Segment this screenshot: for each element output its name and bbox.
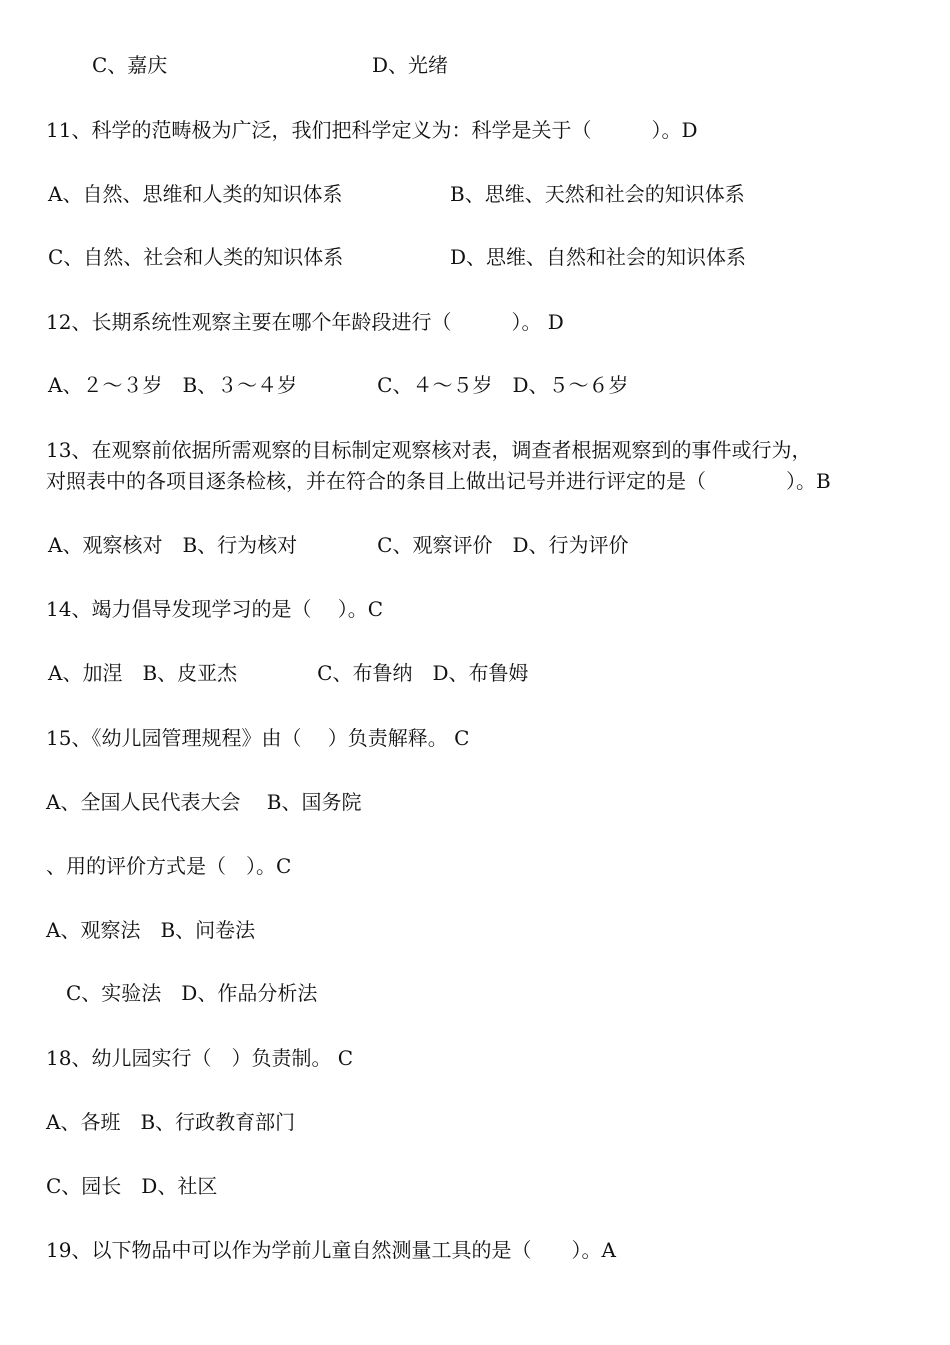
- question-16-options-cd: C、实验法 D、作品分析法: [66, 981, 318, 1005]
- question-11-option-a: A、自然、思维和人类的知识体系: [48, 182, 343, 206]
- question-13-line-2: 对照表中的各项目逐条检核，并在符合的条目上做出记号并进行评定的是（ ）。B: [46, 469, 831, 493]
- question-15: 15、《幼儿园管理规程》由（ ）负责解释。 C: [46, 726, 470, 750]
- question-16: 、用的评价方式是（ ）。C: [46, 854, 292, 878]
- question-15-options: A、全国人民代表大会 B、国务院: [46, 790, 362, 814]
- question-11-option-c: C、自然、社会和人类的知识体系: [48, 245, 344, 269]
- question-14-options: A、加涅 B、皮亚杰 C、布鲁纳 D、布鲁姆: [48, 661, 529, 685]
- question-18: 18、幼儿园实行（ ）负责制。 C: [46, 1046, 354, 1070]
- question-12-options: A、２～３岁 B、３～４岁 C、４～５岁 D、５～６岁: [48, 373, 629, 397]
- question-11-option-b: B、思维、天然和社会的知识体系: [450, 182, 745, 206]
- option-d-guangxu: D、光绪: [372, 53, 449, 77]
- question-16-options-ab: A、观察法 B、问卷法: [46, 918, 256, 942]
- question-11-option-d: D、思维、自然和社会的知识体系: [450, 245, 747, 269]
- question-18-options-ab: A、各班 B、行政教育部门: [46, 1110, 296, 1134]
- option-c-jiaqing: C、嘉庆: [92, 53, 168, 77]
- question-13-options: A、观察核对 B、行为核对 C、观察评价 D、行为评价: [48, 533, 629, 557]
- question-19: 19、以下物品中可以作为学前儿童自然测量工具的是（ ）。A: [46, 1238, 616, 1262]
- question-11: 11、科学的范畴极为广泛，我们把科学定义为：科学是关于（ ）。D: [46, 118, 698, 142]
- question-13-line-1: 13、在观察前依据所需观察的目标制定观察核对表，调查者根据观察到的事件或行为，: [46, 438, 812, 462]
- question-14: 14、竭力倡导发现学习的是（ ）。C: [46, 597, 384, 621]
- question-18-options-cd: C、园长 D、社区: [46, 1174, 218, 1198]
- question-12: 12、长期系统性观察主要在哪个年龄段进行（ ）。 D: [46, 310, 564, 334]
